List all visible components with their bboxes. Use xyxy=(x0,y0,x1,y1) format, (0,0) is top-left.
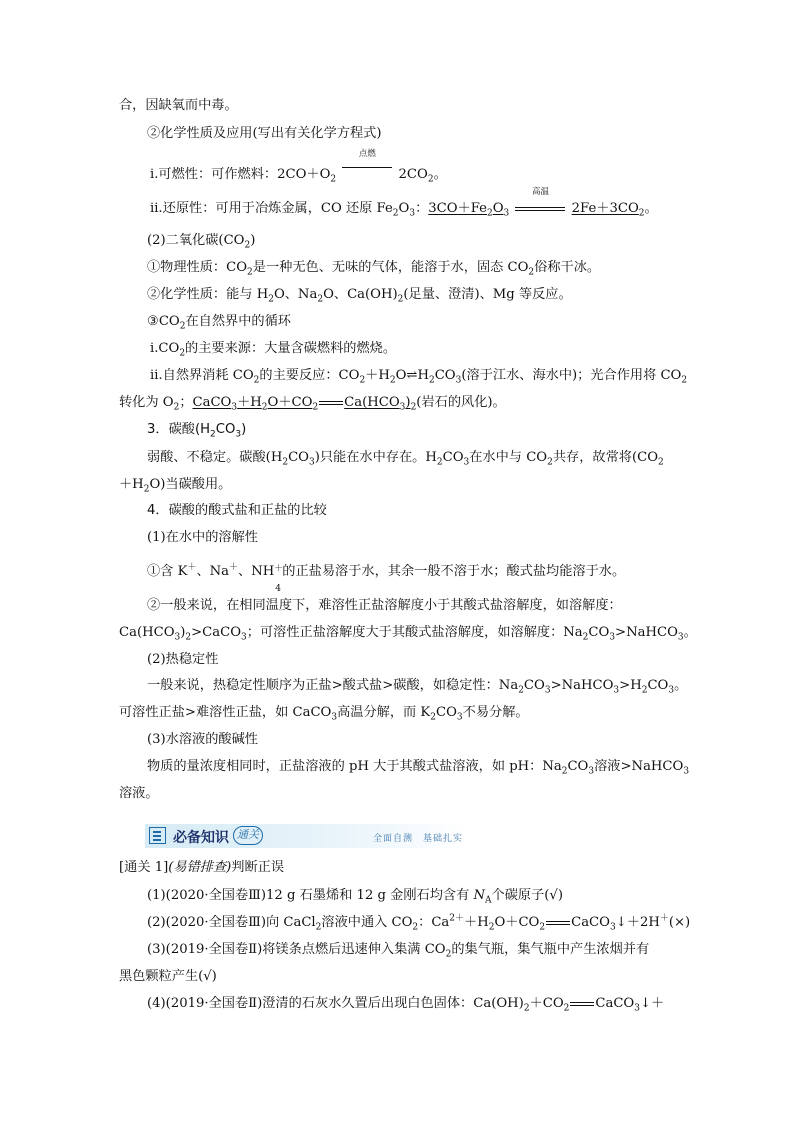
section-heading: (2)热稳定性 xyxy=(147,652,219,667)
text-line: 一般来说，热稳定性顺序为正盐>酸式盐>碳酸，如稳定性：$Na_2CO_3>NaHCO_3>H_2CO_3$。 xyxy=(147,678,688,696)
equals-sign xyxy=(319,401,343,405)
reaction-condition-arrow: 点燃 xyxy=(342,160,392,178)
section-banner xyxy=(145,822,470,850)
text-line: ①含 K＋、Na＋、NH ＋ 4 的正盐易溶于水，其余一般不溶于水；酸式盐均能溶于水。 xyxy=(147,562,626,594)
reaction-condition-arrow: 高温 xyxy=(515,198,565,212)
banner-title: 必备知识 xyxy=(173,830,229,846)
text-line: ⅱ.自然界消耗 $CO_2$的主要反应：$CO_2+H_2O\rightleftharpoons H_2CO_3$(溶于江水、海水中)；光合作用将 $CO_2$ xyxy=(150,368,688,386)
text-line: ②化学性质：能与 $H_2O$、$Na_2O$、$Ca(OH)_2$(足量、澄清)、Mg 等反应。 xyxy=(147,287,572,305)
equation-line: ⅱ.还原性：可用于冶炼金属，CO 还原 $Fe_2O_3$：$3CO+Fe_2O_3$ 高温 $2Fe+3CO_2$。 xyxy=(150,187,658,219)
equation-line: ⅰ.可燃性：可作燃料：$2CO+O_2$ 点燃 $2CO_2$。 xyxy=(150,149,447,185)
section-heading: 3．碳酸$(H_2CO_3)$ xyxy=(147,422,247,440)
banner-tagline: 全面自测 基础扎实 xyxy=(373,834,464,844)
list-icon xyxy=(149,827,166,844)
quiz-item-continued: 黑色颗粒产生(√) xyxy=(119,969,217,984)
equals-sign xyxy=(546,921,570,925)
quiz-item: (1)(2020·全国卷Ⅲ)12 g 石墨烯和 12 g 金刚石均含有 $N_A$个碳原子(√) xyxy=(147,888,563,906)
equation-line: 转化为 $O_2$；$CaCO_3+H_2O+CO_2$ $Ca(HCO_3)_2$(岩石的风化)。 xyxy=(119,395,506,413)
quiz-item: (2)(2020·全国卷Ⅲ)向 CaCl$_2$溶液中通入 $CO_2$：$Ca^{2+}+H_2O+CO_2$ CaCO$_3$↓＋2H＋(×) xyxy=(147,913,691,933)
section-heading: (3)水溶液的酸碱性 xyxy=(147,732,258,747)
section-heading: 4．碳酸的酸式盐和正盐的比较 xyxy=(147,503,327,518)
equals-sign xyxy=(570,1002,594,1006)
text-line: $ⅰ.CO_2$的主要来源：大量含碳燃料的燃烧。 xyxy=(150,341,397,359)
text-line: 溶液。 xyxy=(119,786,159,801)
text-line: $③CO_2$在自然界中的循环 xyxy=(147,314,291,332)
text-line: 弱酸、不稳定。碳酸$(H_2CO_3)$只能在水中存在。$H_2CO_3$在水中与 $CO_2$共存，故常将($CO_2$ xyxy=(147,450,664,468)
quiz-heading: [通关 1](易错排查)判断正误 xyxy=(119,860,285,875)
section-heading: (1)在水中的溶解性 xyxy=(147,530,258,545)
quiz-item: (3)(2019·全国卷Ⅱ)将镁条点燃后迅速伸入集满 $CO_2$的集气瓶，集气瓶中产生浓烟并有 xyxy=(147,942,650,960)
section-heading: (2)二氧化碳$(CO_2)$ xyxy=(147,233,256,251)
text-line: ①物理性质：$CO_2$是一种无色、无味的气体，能溶于水，固态 $CO_2$俗称干冰。 xyxy=(147,260,601,278)
text-line: ②一般来说，在相同温度下，难溶性正盐溶解度小于其酸式盐溶解度，如溶解度： xyxy=(147,598,622,613)
text-line: 可溶性正盐>难溶性正盐，如 CaCO$_3$高温分解，而 $K_2CO_3$不易分解。 xyxy=(119,705,529,723)
text-line: ②化学性质及应用(写出有关化学方程式) xyxy=(147,126,382,141)
banner-badge: 通关 xyxy=(233,826,263,845)
text-line: 合，因缺氧而中毒。 xyxy=(119,98,238,113)
text-line: $Ca(HCO_3)_2>CaCO_3$；可溶性正盐溶解度大于其酸式盐溶解度，如溶解度：$Na_2CO_3>NaHCO_3$。 xyxy=(119,625,697,643)
quiz-item: (4)(2019·全国卷Ⅱ)澄清的石灰水久置后出现白色固体：$Ca(OH)_2+CO_2$ CaCO$_3$↓＋ xyxy=(147,996,665,1014)
text-line: 物质的量浓度相同时，正盐溶液的 pH 大于其酸式盐溶液，如 pH：$Na_2CO_3$溶液>NaHCO$_3$ xyxy=(147,759,690,777)
text-line: $+H_2O$)当碳酸用。 xyxy=(119,477,232,495)
